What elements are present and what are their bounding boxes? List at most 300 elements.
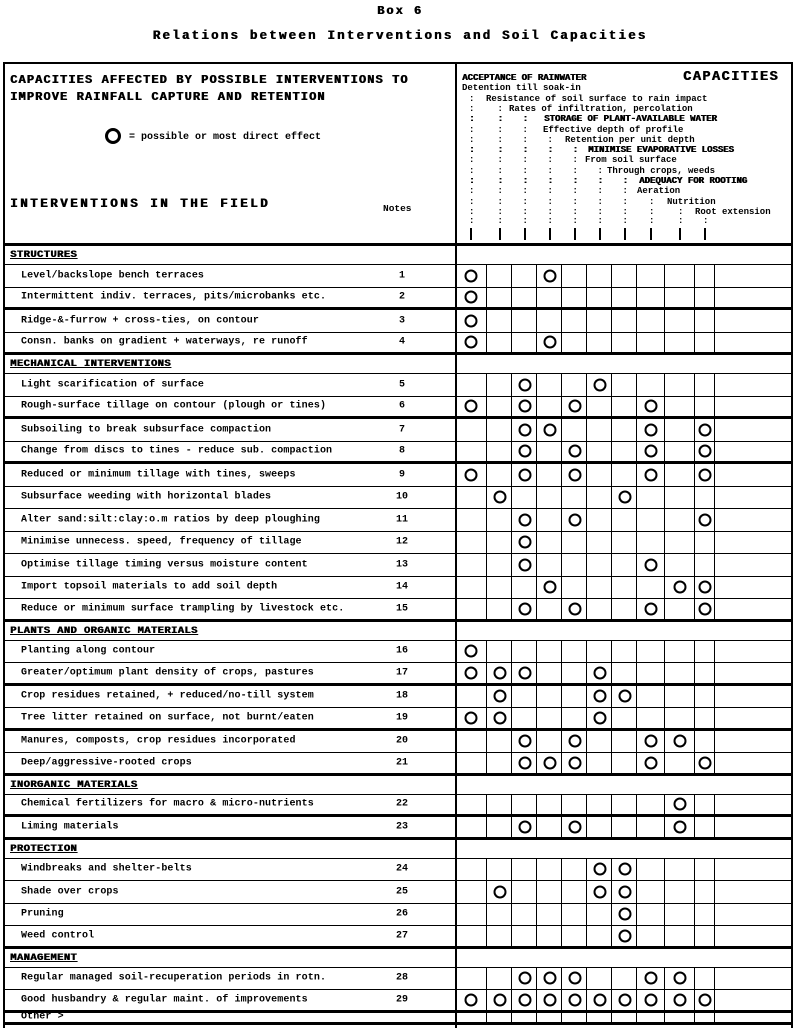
grid-cell xyxy=(487,374,512,396)
effect-circle xyxy=(618,690,631,703)
row-cells xyxy=(455,1013,791,1022)
box-title: Box 6 xyxy=(376,4,423,18)
intervention-row xyxy=(5,926,791,949)
grid-cell xyxy=(587,599,612,619)
leader-colon: : xyxy=(522,124,528,135)
grid-cell xyxy=(587,419,612,441)
grid-cell xyxy=(612,310,637,332)
effect-circle xyxy=(543,269,556,282)
grid-cell xyxy=(562,881,587,903)
grid-cell xyxy=(487,333,512,353)
row-cells xyxy=(455,817,791,837)
effect-circle xyxy=(465,993,478,1006)
intervention-label: Regular managed soil-recuperation periods in rotn. xyxy=(21,972,327,984)
grid-cell xyxy=(562,1013,587,1022)
grid-cell xyxy=(612,817,637,837)
leader-colon: : xyxy=(469,114,475,125)
leader-colon: : xyxy=(497,186,503,197)
grid-cell xyxy=(695,374,715,396)
grid-cell xyxy=(537,442,562,462)
intervention-label: Weed control xyxy=(21,930,95,942)
leader-colon-row xyxy=(455,216,791,227)
row-cells xyxy=(455,731,791,753)
grid-cell xyxy=(612,968,637,990)
grid-cell xyxy=(637,487,665,509)
effect-circle xyxy=(543,756,556,769)
grid-cell xyxy=(512,288,537,308)
leader-colon: : xyxy=(469,186,475,197)
grid-cell xyxy=(562,487,587,509)
intervention-label: Shade over crops xyxy=(21,886,119,898)
effect-circle xyxy=(518,993,531,1006)
row-cells xyxy=(455,310,791,332)
grid-cell xyxy=(537,464,562,486)
effect-circle xyxy=(493,690,506,703)
grid-cell xyxy=(562,641,587,663)
leader-colon: : xyxy=(547,206,553,217)
intervention-row xyxy=(5,487,791,510)
grid-cell xyxy=(562,265,587,287)
grid-cell xyxy=(695,859,715,881)
grid-cell xyxy=(587,554,612,576)
effect-circle xyxy=(645,468,658,481)
intervention-row xyxy=(5,509,791,532)
effect-circle xyxy=(518,735,531,748)
effect-circle xyxy=(618,863,631,876)
grid-cell-trailing xyxy=(715,310,791,332)
grid-cell xyxy=(612,509,637,531)
grid-cell xyxy=(487,288,512,308)
grid-cell xyxy=(612,599,637,619)
row-cells xyxy=(455,599,791,619)
grid-cell xyxy=(695,333,715,353)
grid-cell xyxy=(637,577,665,599)
grid-cell-trailing xyxy=(715,708,791,728)
note-number: 17 xyxy=(395,667,408,679)
matrix-table xyxy=(3,62,793,1028)
grid-cell xyxy=(665,708,695,728)
grid-cell xyxy=(587,1013,612,1022)
effect-circle xyxy=(493,666,506,679)
grid-cell xyxy=(587,333,612,353)
grid-cell xyxy=(637,926,665,946)
intervention-row xyxy=(5,968,791,991)
grid-cell xyxy=(562,554,587,576)
grid-cell xyxy=(637,509,665,531)
leader-colon: : xyxy=(622,196,628,207)
leader-colon: : xyxy=(649,206,655,217)
grid-cell xyxy=(612,731,637,753)
grid-cell-trailing xyxy=(715,641,791,663)
grid-cell xyxy=(487,926,512,946)
leader-colon: : xyxy=(469,206,475,217)
row-cells xyxy=(455,464,791,486)
grid-cell xyxy=(695,310,715,332)
note-number: 7 xyxy=(398,424,405,436)
grid-cell xyxy=(612,464,637,486)
note-number: 11 xyxy=(395,514,408,526)
grid-cell xyxy=(487,795,512,815)
effect-circle xyxy=(518,536,531,549)
grid-cell xyxy=(537,1013,562,1022)
grid-cell xyxy=(587,753,612,773)
grid-cell xyxy=(587,641,612,663)
leader-colon: : xyxy=(649,196,655,207)
grid-cell xyxy=(612,663,637,683)
leader-colon: : xyxy=(622,186,628,197)
intervention-label: Pruning xyxy=(21,908,64,920)
header-line-label: Nutrition xyxy=(667,196,716,207)
note-number: 28 xyxy=(395,972,408,984)
row-cells xyxy=(455,708,791,728)
grid-cell xyxy=(487,753,512,773)
row-cells xyxy=(455,554,791,576)
grid-cell-trailing xyxy=(715,442,791,462)
grid-cell-trailing xyxy=(715,1013,791,1022)
grid-cell-trailing xyxy=(715,731,791,753)
grid-cell xyxy=(562,926,587,946)
grid-cell xyxy=(455,374,487,396)
grid-cell xyxy=(455,1013,487,1022)
row-cells xyxy=(455,487,791,509)
column-tick xyxy=(599,228,601,240)
effect-circle xyxy=(593,378,606,391)
grid-cell xyxy=(665,487,695,509)
grid-cell xyxy=(537,817,562,837)
leader-colon: : xyxy=(497,196,503,207)
grid-cell-trailing xyxy=(715,663,791,683)
row-cells xyxy=(455,509,791,531)
effect-circle xyxy=(518,666,531,679)
effect-circle xyxy=(674,798,687,811)
grid-cell xyxy=(512,310,537,332)
grid-cell xyxy=(665,641,695,663)
leader-colon: : xyxy=(597,216,603,226)
grid-cell xyxy=(587,532,612,554)
grid-cell xyxy=(487,577,512,599)
effect-circle xyxy=(674,581,687,594)
grid-cell xyxy=(665,265,695,287)
column-tick xyxy=(679,228,681,240)
grid-cell xyxy=(455,795,487,815)
grid-cell xyxy=(665,554,695,576)
column-tick xyxy=(704,228,706,240)
grid-cell xyxy=(612,333,637,353)
row-cells xyxy=(455,753,791,773)
grid-cell xyxy=(612,419,637,441)
note-number: 12 xyxy=(395,536,408,548)
grid-cell xyxy=(612,265,637,287)
grid-cell xyxy=(455,509,487,531)
effect-circle xyxy=(518,820,531,833)
grid-cell xyxy=(537,310,562,332)
effect-circle xyxy=(645,993,658,1006)
row-cells xyxy=(455,926,791,946)
intervention-label: Crop residues retained, + reduced/no-till system xyxy=(21,690,314,702)
intervention-label: Subsurface weeding with horizontal blades xyxy=(21,491,272,503)
grid-cell xyxy=(665,374,695,396)
note-number: 6 xyxy=(398,400,405,412)
legend-text: = possible or most direct effect xyxy=(129,132,322,143)
note-number: 18 xyxy=(395,690,408,702)
grid-cell xyxy=(562,310,587,332)
leader-colon: : xyxy=(547,165,553,176)
grid-cell xyxy=(512,265,537,287)
effect-circle xyxy=(618,491,631,504)
effect-circle xyxy=(674,735,687,748)
row-cells xyxy=(455,968,791,990)
effect-circle xyxy=(518,513,531,526)
leader-colon: : xyxy=(597,196,603,207)
grid-cell xyxy=(637,817,665,837)
grid-cell xyxy=(455,577,487,599)
effect-circle xyxy=(593,863,606,876)
grid-cell xyxy=(512,686,537,708)
intervention-row xyxy=(5,904,791,927)
grid-cell xyxy=(587,442,612,462)
intervention-row xyxy=(5,333,791,356)
effect-circle xyxy=(568,468,581,481)
effect-circle xyxy=(699,602,712,615)
effect-circle xyxy=(618,885,631,898)
other-row xyxy=(5,1013,791,1025)
grid-cell xyxy=(512,487,537,509)
intervention-row xyxy=(5,265,791,288)
grid-cell xyxy=(637,904,665,926)
effect-circle xyxy=(645,735,658,748)
grid-cell xyxy=(665,1013,695,1022)
capacities-heading: CAPACITIES xyxy=(683,70,780,85)
grid-cell xyxy=(587,817,612,837)
effect-circle xyxy=(493,993,506,1006)
grid-cell xyxy=(612,442,637,462)
legend-circle-icon xyxy=(105,128,121,144)
note-number: 8 xyxy=(398,445,405,457)
intervention-row xyxy=(5,817,791,840)
grid-cell xyxy=(562,663,587,683)
grid-cell-trailing xyxy=(715,599,791,619)
intervention-label: Consn. banks on gradient + waterways, re runoff xyxy=(21,336,308,348)
leader-colon: : xyxy=(497,155,503,166)
grid-cell xyxy=(665,464,695,486)
grid-cell-trailing xyxy=(715,904,791,926)
intervention-label: Alter sand:silt:clay:o.m ratios by deep ploughing xyxy=(21,514,320,526)
header-line-label: Through crops, weeds xyxy=(607,165,716,176)
grid-cell xyxy=(487,817,512,837)
intervention-label: Import topsoil materials to add soil depth xyxy=(21,581,278,593)
section-header xyxy=(5,622,791,641)
grid-cell xyxy=(665,509,695,531)
effect-circle xyxy=(493,885,506,898)
grid-cell xyxy=(612,795,637,815)
grid-cell xyxy=(665,532,695,554)
grid-cell xyxy=(455,487,487,509)
grid-cell xyxy=(637,265,665,287)
effect-circle xyxy=(645,445,658,458)
effect-circle xyxy=(699,468,712,481)
grid-cell xyxy=(537,599,562,619)
grid-cell xyxy=(637,374,665,396)
leader-colon: : xyxy=(572,216,578,226)
effect-circle xyxy=(593,711,606,724)
leader-colon: : xyxy=(522,196,528,207)
effect-circle xyxy=(518,423,531,436)
grid-cell xyxy=(562,904,587,926)
leader-colon: : xyxy=(497,134,503,145)
column-tick xyxy=(499,228,501,240)
grid-cell-trailing xyxy=(715,554,791,576)
header-line-label: Retention per unit depth xyxy=(565,134,695,145)
effect-circle xyxy=(674,972,687,985)
grid-cell-trailing xyxy=(715,397,791,417)
grid-cell xyxy=(637,859,665,881)
right-header-panel xyxy=(455,64,791,246)
intervention-label: Chemical fertilizers for macro & micro-nutrients xyxy=(21,798,314,810)
grid-cell xyxy=(637,663,665,683)
effect-circle xyxy=(618,908,631,921)
leader-colon: : xyxy=(678,216,684,226)
leader-colon: : xyxy=(678,206,684,217)
effect-circle xyxy=(465,400,478,413)
grid-cell xyxy=(695,397,715,417)
grid-cell xyxy=(612,397,637,417)
row-cells xyxy=(455,265,791,287)
intervention-row xyxy=(5,859,791,882)
effect-circle xyxy=(465,711,478,724)
effect-circle xyxy=(568,993,581,1006)
column-tick xyxy=(650,228,652,240)
row-cells xyxy=(455,374,791,396)
effect-circle xyxy=(568,820,581,833)
column-tick xyxy=(624,228,626,240)
header-line-label: Rates of infiltration, percolation xyxy=(509,103,693,114)
grid-cell xyxy=(612,1013,637,1022)
grid-cell xyxy=(665,442,695,462)
intervention-row xyxy=(5,641,791,664)
header-line-label: MINIMISE EVAPORATIVE LOSSES xyxy=(588,145,734,156)
intervention-label: Tree litter retained on surface, not burnt/eaten xyxy=(21,712,314,724)
left-heading-line2: IMPROVE RAINFALL CAPTURE AND RETENTION xyxy=(10,90,326,104)
effect-circle xyxy=(645,972,658,985)
grid-cell xyxy=(695,904,715,926)
grid-cell xyxy=(587,968,612,990)
leader-colon: : xyxy=(547,155,553,166)
note-number: 29 xyxy=(395,994,408,1006)
grid-cell-trailing xyxy=(715,288,791,308)
grid-cell xyxy=(695,487,715,509)
leader-colon: : xyxy=(469,165,475,176)
grid-cell xyxy=(695,686,715,708)
section-title: MECHANICAL INTERVENTIONS xyxy=(10,358,171,370)
grid-cell xyxy=(512,926,537,946)
grid-cell xyxy=(587,397,612,417)
grid-cell xyxy=(512,641,537,663)
effect-circle xyxy=(518,378,531,391)
effect-circle xyxy=(493,491,506,504)
grid-cell xyxy=(487,397,512,417)
effect-circle xyxy=(518,972,531,985)
grid-cell-trailing xyxy=(715,881,791,903)
grid-cell xyxy=(665,419,695,441)
grid-cell xyxy=(562,419,587,441)
grid-cell xyxy=(612,288,637,308)
row-cells xyxy=(455,419,791,441)
grid-cell xyxy=(587,310,612,332)
effect-circle xyxy=(618,993,631,1006)
intervention-row xyxy=(5,708,791,731)
section-header xyxy=(5,949,791,968)
grid-cell-trailing xyxy=(715,817,791,837)
grid-cell xyxy=(537,731,562,753)
intervention-label: Greater/optimum plant density of crops, pastures xyxy=(21,667,314,679)
header-line-label: Effective depth of profile xyxy=(543,124,684,135)
grid-cell xyxy=(587,487,612,509)
header-line-label: Detention till soak-in xyxy=(462,83,581,94)
grid-cell xyxy=(455,904,487,926)
grid-cell xyxy=(587,731,612,753)
grid-cell xyxy=(487,731,512,753)
grid-cell xyxy=(537,374,562,396)
intervention-row xyxy=(5,532,791,555)
grid-cell xyxy=(487,904,512,926)
note-number: 25 xyxy=(395,886,408,898)
grid-cell xyxy=(637,686,665,708)
intervention-row xyxy=(5,464,791,487)
leader-colon: : xyxy=(703,216,709,226)
effect-circle xyxy=(518,468,531,481)
effect-circle xyxy=(568,756,581,769)
effect-circle xyxy=(593,993,606,1006)
grid-cell xyxy=(537,288,562,308)
row-cells xyxy=(455,795,791,815)
grid-cell-trailing xyxy=(715,577,791,599)
leader-colon: : xyxy=(522,114,528,125)
grid-cell xyxy=(695,795,715,815)
grid-cell xyxy=(665,686,695,708)
grid-cell xyxy=(665,599,695,619)
grid-cell xyxy=(695,641,715,663)
grid-cell-trailing xyxy=(715,265,791,287)
effect-circle xyxy=(465,645,478,658)
leader-colon: : xyxy=(469,216,475,226)
header-line-label: Resistance of soil surface to rain impact xyxy=(486,93,708,104)
intervention-row xyxy=(5,442,791,465)
grid-cell xyxy=(695,288,715,308)
leader-colon: : xyxy=(469,93,475,104)
grid-cell-trailing xyxy=(715,487,791,509)
leader-colon: : xyxy=(497,114,503,125)
row-cells xyxy=(455,904,791,926)
grid-cell-trailing xyxy=(715,509,791,531)
grid-cell xyxy=(637,795,665,815)
effect-circle xyxy=(568,513,581,526)
row-cells xyxy=(455,859,791,881)
grid-cell xyxy=(665,397,695,417)
note-number: 10 xyxy=(395,491,408,503)
grid-cell xyxy=(455,817,487,837)
grid-cell xyxy=(637,881,665,903)
left-heading xyxy=(10,72,408,106)
effect-circle xyxy=(543,972,556,985)
effect-circle xyxy=(568,445,581,458)
intervention-row xyxy=(5,397,791,420)
leader-colon: : xyxy=(522,134,528,145)
note-number: 15 xyxy=(395,603,408,615)
effect-circle xyxy=(543,423,556,436)
effect-circle xyxy=(543,993,556,1006)
intervention-label: Good husbandry & regular maint. of improvements xyxy=(21,994,308,1006)
box-subtitle: Relations between Interventions and Soil Capacities xyxy=(152,29,648,43)
